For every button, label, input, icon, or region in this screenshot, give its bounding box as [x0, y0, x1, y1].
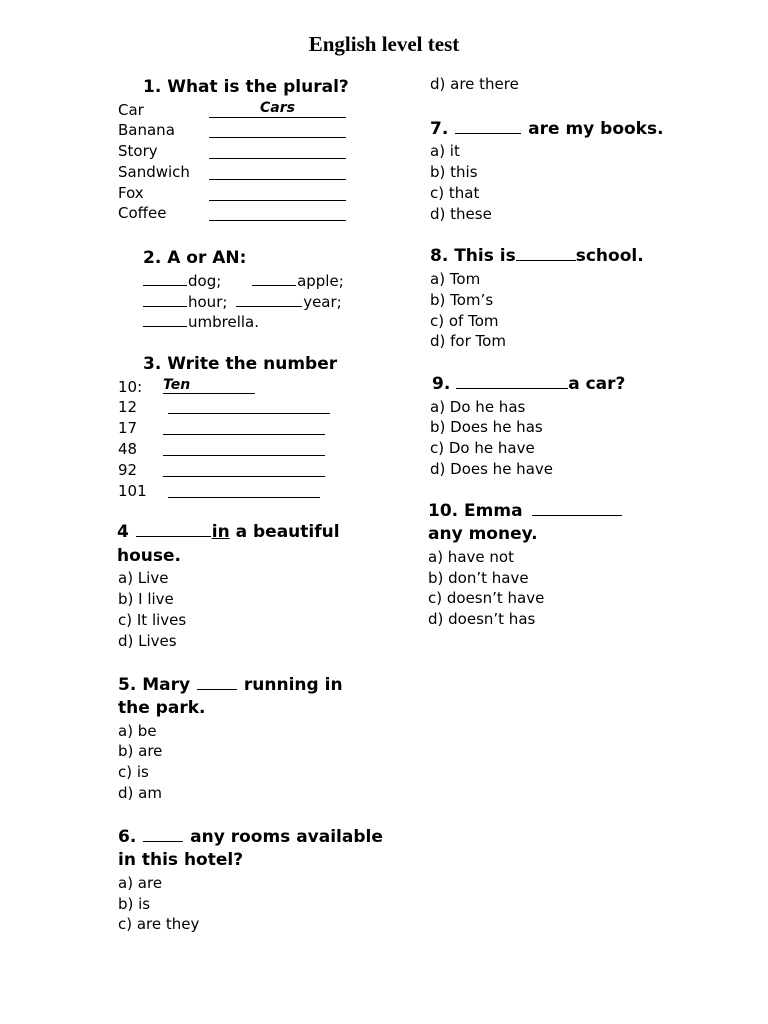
option[interactable]: c) is: [118, 763, 149, 782]
option[interactable]: a) have not: [428, 547, 514, 566]
q2-heading: 2. A or AN:: [143, 248, 247, 269]
number-answer-field[interactable]: [163, 460, 325, 477]
number-row: [118, 377, 408, 398]
q6-prefix: 6.: [118, 826, 143, 847]
plural-row: [118, 183, 408, 204]
option[interactable]: c) that: [430, 183, 480, 202]
plural-word: Fox: [118, 183, 144, 202]
q10-question: [428, 500, 663, 547]
option[interactable]: a) Tom: [430, 269, 481, 288]
option[interactable]: d) are there: [430, 75, 519, 93]
option[interactable]: c) It lives: [118, 611, 187, 630]
a-or-an-line: [118, 292, 408, 313]
option[interactable]: d) doesn’t has: [428, 610, 536, 629]
plural-word: Banana: [118, 121, 175, 140]
number-row: [118, 481, 408, 502]
q4-question: [117, 521, 347, 568]
number-row: [118, 439, 408, 460]
q7-prefix: 7.: [430, 118, 455, 139]
option[interactable]: a) be: [118, 721, 157, 740]
q5-prefix: 5. Mary: [118, 674, 196, 695]
number-row: [118, 460, 408, 481]
plural-row: [118, 120, 408, 141]
option[interactable]: a) are: [118, 873, 163, 892]
option[interactable]: b) Does he has: [430, 418, 543, 437]
a-or-an-line: [118, 271, 408, 292]
answer-blank[interactable]: [143, 826, 183, 842]
plural-answer-field[interactable]: [209, 162, 346, 180]
q7-suffix: are my books.: [522, 118, 664, 139]
option[interactable]: a) Do he has: [430, 397, 526, 416]
q5-question: [118, 674, 378, 721]
plural-answer-field[interactable]: [209, 141, 346, 159]
answer-blank[interactable]: [197, 674, 237, 690]
number-answer-field[interactable]: [163, 439, 325, 456]
option[interactable]: c) Do he have: [430, 439, 535, 458]
q4-prefix: 4: [117, 522, 135, 543]
option[interactable]: d) Lives: [118, 631, 177, 650]
plural-word: Story: [118, 142, 158, 161]
word-apple: apple;: [297, 271, 344, 290]
plural-answer-field[interactable]: [209, 183, 346, 201]
left-column: [118, 76, 408, 935]
option[interactable]: b) are: [118, 742, 163, 761]
plural-answer-field[interactable]: [209, 203, 346, 221]
plural-row: [118, 203, 408, 224]
option[interactable]: d) these: [430, 204, 492, 223]
option[interactable]: c) doesn’t have: [428, 589, 545, 608]
q4-rest: a beautiful house.: [117, 522, 340, 566]
article-blank[interactable]: [143, 271, 187, 286]
word-umbrella: umbrella.: [188, 313, 260, 332]
a-or-an-line: [118, 312, 408, 333]
plural-word: Sandwich: [118, 162, 190, 181]
q6-suffix: any rooms available in this hotel?: [118, 826, 383, 871]
q10-suffix: any money.: [428, 524, 538, 545]
number-answer-field[interactable]: Ten: [163, 377, 255, 394]
plural-answer-field[interactable]: Cars: [209, 100, 346, 118]
answer-blank[interactable]: [136, 521, 211, 537]
article-blank[interactable]: [252, 271, 296, 286]
plural-row: [118, 141, 408, 162]
q4-underlined-word: in: [211, 522, 230, 543]
number-label: 48: [118, 440, 138, 459]
option[interactable]: b) I live: [118, 590, 174, 609]
answer-blank[interactable]: [456, 373, 568, 389]
word-hour: hour;: [188, 292, 228, 311]
option[interactable]: d) Does he have: [430, 460, 553, 479]
plural-word: Car: [118, 100, 144, 119]
option[interactable]: d) for Tom: [430, 332, 506, 351]
plural-row: [118, 100, 408, 121]
q7-question: [430, 118, 730, 142]
option[interactable]: d) am: [118, 784, 162, 803]
right-column: [430, 74, 730, 630]
q8-suffix: school.: [575, 246, 644, 267]
option[interactable]: c) are they: [118, 915, 200, 934]
number-label: 17: [118, 419, 138, 438]
option[interactable]: c) of Tom: [430, 311, 499, 330]
document-title: English level test: [308, 32, 460, 56]
article-blank[interactable]: [236, 292, 302, 307]
q8-prefix: 8. This is: [430, 246, 516, 267]
q6-question: [118, 826, 393, 873]
number-row: [118, 418, 408, 439]
option[interactable]: b) don’t have: [428, 568, 529, 587]
number-label: 10:: [118, 377, 143, 396]
q3-heading: 3. Write the number: [143, 354, 338, 375]
q10-prefix: 10. Emma: [428, 500, 529, 521]
option[interactable]: a) it: [430, 142, 460, 161]
number-label: 12: [118, 398, 138, 417]
option[interactable]: b) this: [430, 163, 478, 182]
plural-answer-field[interactable]: [209, 120, 346, 138]
q8-question: [430, 245, 730, 269]
option[interactable]: b) is: [118, 894, 151, 913]
answer-blank[interactable]: [455, 118, 521, 134]
plural-word: Coffee: [118, 204, 167, 223]
number-label: 101: [118, 481, 147, 500]
word-dog: dog;: [188, 271, 222, 290]
word-year: year;: [303, 292, 342, 311]
plural-row: [118, 162, 408, 183]
number-row: [118, 397, 408, 418]
q1-heading: 1. What is the plural?: [143, 77, 349, 97]
q9-question: [430, 373, 730, 397]
article-blank[interactable]: [143, 312, 187, 327]
number-answer-field[interactable]: [168, 481, 320, 498]
option[interactable]: b) Tom’s: [430, 290, 494, 309]
answer-blank[interactable]: [516, 245, 576, 261]
q9-suffix: a car?: [568, 374, 626, 395]
number-answer-field[interactable]: [168, 397, 330, 414]
article-blank[interactable]: [143, 292, 187, 307]
answer-blank[interactable]: [532, 500, 622, 516]
number-label: 92: [118, 460, 138, 479]
number-answer-field[interactable]: [163, 418, 325, 435]
option[interactable]: a) Live: [118, 569, 169, 588]
q9-prefix: 9.: [432, 374, 457, 395]
q5-suffix: running in the park.: [118, 674, 343, 719]
